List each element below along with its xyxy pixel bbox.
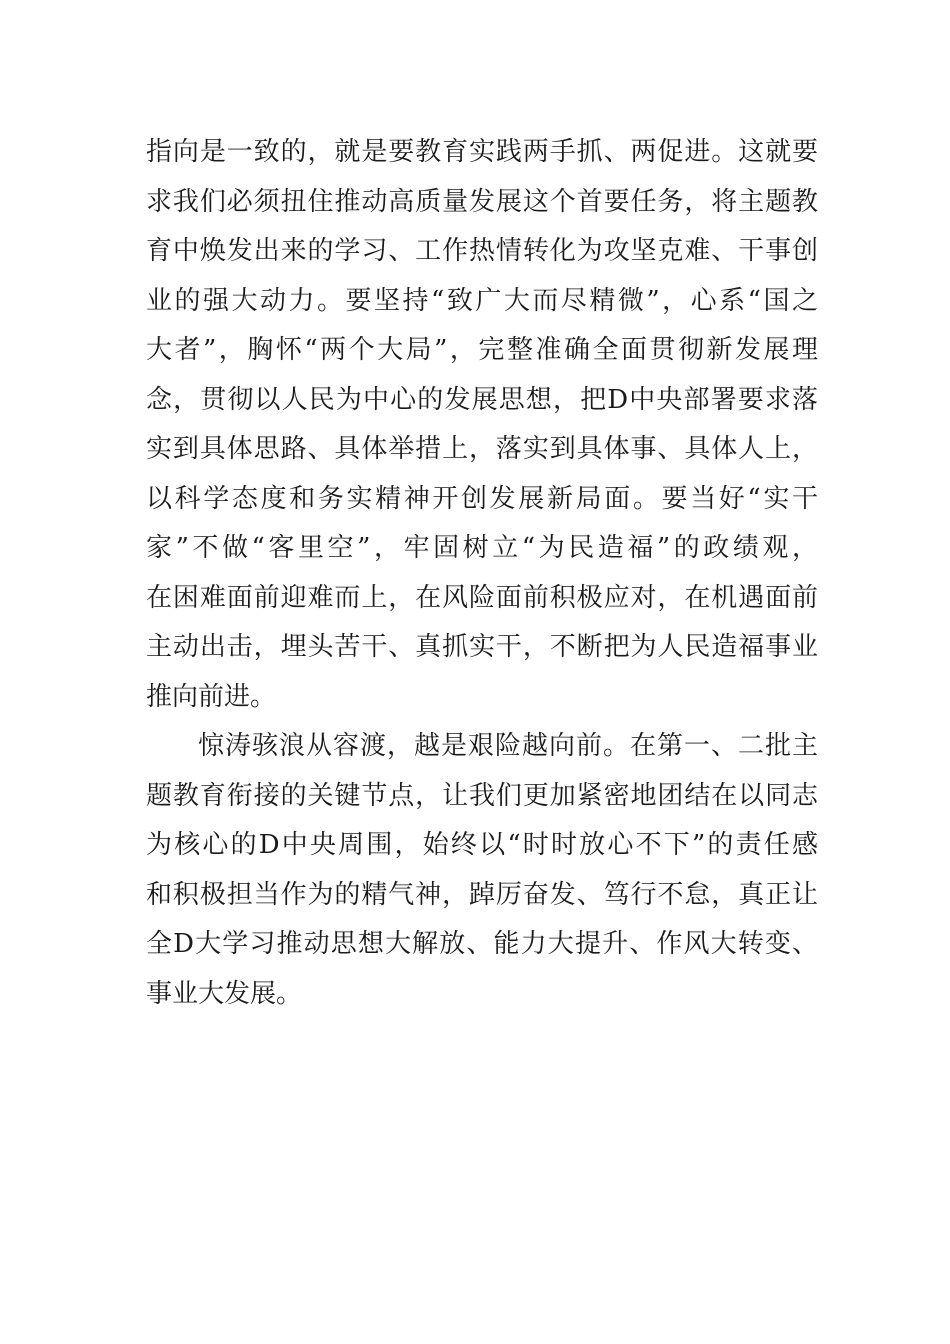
text-line: 为核心的D中央周围，始终以“时时放心不下”的责任感 [146, 830, 818, 860]
text-line: 求我们必须扭住推动高质量发展这个首要任务，将主题教 [146, 186, 818, 217]
text-line: 指向是一致的，就是要教育实践两手抓、两促进。这就要 [146, 137, 818, 167]
text-line: 业的强大动力。要坚持“致广大而尽精微”，心系“国之 [146, 285, 818, 316]
text-line: 惊涛骇浪从容渡，越是艰险越向前。在第一、二批主 [198, 731, 818, 761]
text-line: 主动出击，埋头苦干、真抓实干，不断把为人民造福事业 [146, 632, 818, 662]
text-line: 育中焕发出来的学习、工作热情转化为攻坚克难、干事创 [146, 236, 818, 266]
paragraph-1 [146, 128, 818, 722]
text-line: 家”不做“客里空”，牢固树立“为民造福”的政绩观， [146, 533, 818, 563]
text-line: 以科学态度和务实精神开创发展新局面。要当好“实干 [146, 483, 818, 514]
text-line: 推向前进。 [146, 681, 277, 712]
text-line: 题教育衔接的关键节点，让我们更加紧密地团结在以同志 [146, 780, 818, 811]
body-text [146, 128, 818, 1019]
text-line: 大者”，胸怀“两个大局”，完整准确全面贯彻新发展理 [146, 335, 818, 365]
text-line: 全D大学习推动思想大解放、能力大提升、作风大转变、 [146, 929, 818, 959]
text-line: 念，贯彻以人民为中心的发展思想，把D中央部署要求落 [146, 384, 818, 415]
text-line: 在困难面前迎难而上，在风险面前积极应对，在机遇面前 [146, 582, 818, 613]
text-line: 和积极担当作为的精气神，踔厉奋发、笃行不怠，真正让 [146, 879, 818, 910]
paragraph-2 [146, 722, 818, 1019]
text-line: 实到具体思路、具体举措上，落实到具体事、具体人上， [146, 434, 818, 464]
text-line: 事业大发展。 [146, 978, 303, 1009]
